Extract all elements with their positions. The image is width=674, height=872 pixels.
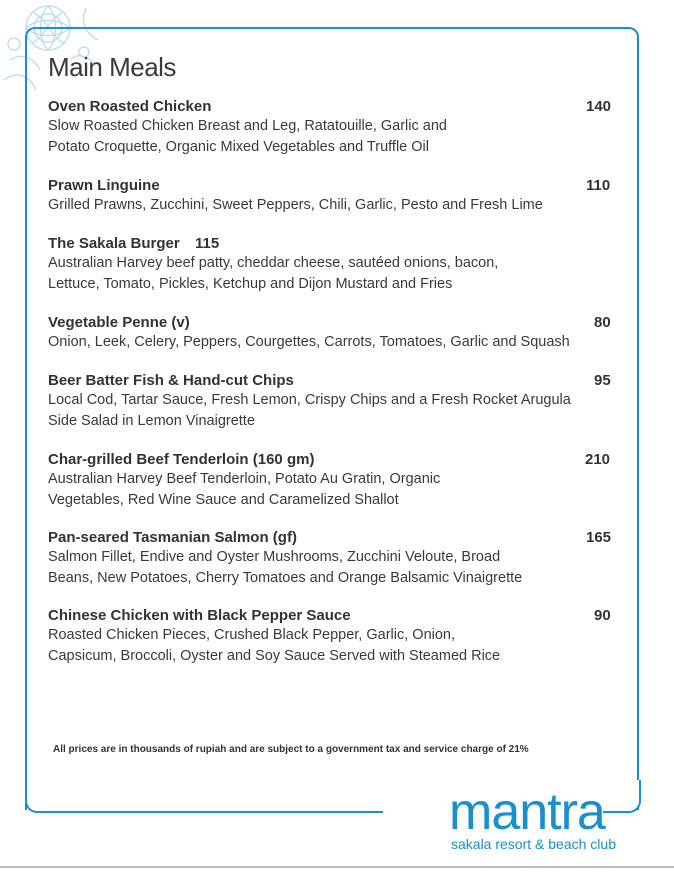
item-price: 110 <box>586 177 611 194</box>
menu-item <box>48 607 618 666</box>
item-price: 140 <box>586 98 612 115</box>
brand-tagline: sakala resort & beach club <box>451 836 616 852</box>
menu-item <box>48 235 618 294</box>
item-description: Slow Roasted Chicken Breast and Leg, Ratatouille, Garlic and <box>48 118 447 134</box>
item-description: Lettuce, Tomato, Pickles, Ketchup and Dijon Mustard and Fries <box>48 275 453 292</box>
menu-item <box>48 529 618 588</box>
menu-item <box>48 372 618 431</box>
item-price: 115 <box>195 235 220 252</box>
item-name: Prawn Linguine <box>48 177 160 194</box>
item-description: Grilled Prawns, Zucchini, Sweet Peppers, Chili, Garlic, Pesto and Fresh Lime <box>48 197 543 213</box>
menu-item <box>48 314 618 353</box>
item-name: Chinese Chicken with Black Pepper Sauce <box>48 607 351 624</box>
item-description: Side Salad in Lemon Vinaigrette <box>48 412 255 429</box>
item-name: Char-grilled Beef Tenderloin (160 gm) <box>48 451 315 468</box>
price-note: All prices are in thousands of rupiah and are subject to a government tax and service charge of 21% <box>53 744 529 755</box>
menu-item <box>48 177 618 216</box>
item-description: Salmon Fillet, Endive and Oyster Mushrooms, Zucchini Veloute, Broad <box>48 549 501 565</box>
menu-item <box>48 98 618 157</box>
item-price: 80 <box>594 314 611 331</box>
menu-frame-bottom-left <box>25 780 383 813</box>
item-description: Potato Croquette, Organic Mixed Vegetables and Truffle Oil <box>48 138 429 155</box>
page-divider <box>0 866 674 868</box>
item-description: Australian Harvey beef patty, cheddar cheese, sautéed onions, bacon, <box>48 255 499 271</box>
item-name: Vegetable Penne (v) <box>48 314 190 331</box>
item-name: Pan-seared Tasmanian Salmon (gf) <box>48 529 297 546</box>
item-description: Vegetables, Red Wine Sauce and Caramelized Shallot <box>48 491 399 508</box>
brand-logo <box>449 783 616 852</box>
section-title: Main Meals <box>48 52 176 82</box>
item-description: Beans, New Potatoes, Cherry Tomatoes and Orange Balsamic Vinaigrette <box>48 569 523 586</box>
item-name: Oven Roasted Chicken <box>48 98 212 115</box>
menu-item <box>48 451 618 510</box>
item-description: Onion, Leek, Celery, Peppers, Courgettes, Carrots, Tomatoes, Garlic and Squash <box>48 334 570 350</box>
item-price: 90 <box>594 607 611 624</box>
item-name: The Sakala Burger <box>48 235 180 252</box>
item-price: 165 <box>586 529 612 546</box>
item-description: Australian Harvey Beef Tenderloin, Potato Au Gratin, Organic <box>48 471 441 487</box>
item-price: 210 <box>585 451 611 468</box>
brand-name: mantra <box>449 783 605 841</box>
item-price: 95 <box>594 372 611 389</box>
item-description: Roasted Chicken Pieces, Crushed Black Pepper, Garlic, Onion, <box>48 627 456 643</box>
item-description: Capsicum, Broccoli, Oyster and Soy Sauce Served with Steamed Rice <box>48 647 501 664</box>
item-description: Local Cod, Tartar Sauce, Fresh Lemon, Crispy Chips and a Fresh Rocket Arugula <box>48 392 571 408</box>
item-name: Beer Batter Fish & Hand-cut Chips <box>48 372 294 389</box>
